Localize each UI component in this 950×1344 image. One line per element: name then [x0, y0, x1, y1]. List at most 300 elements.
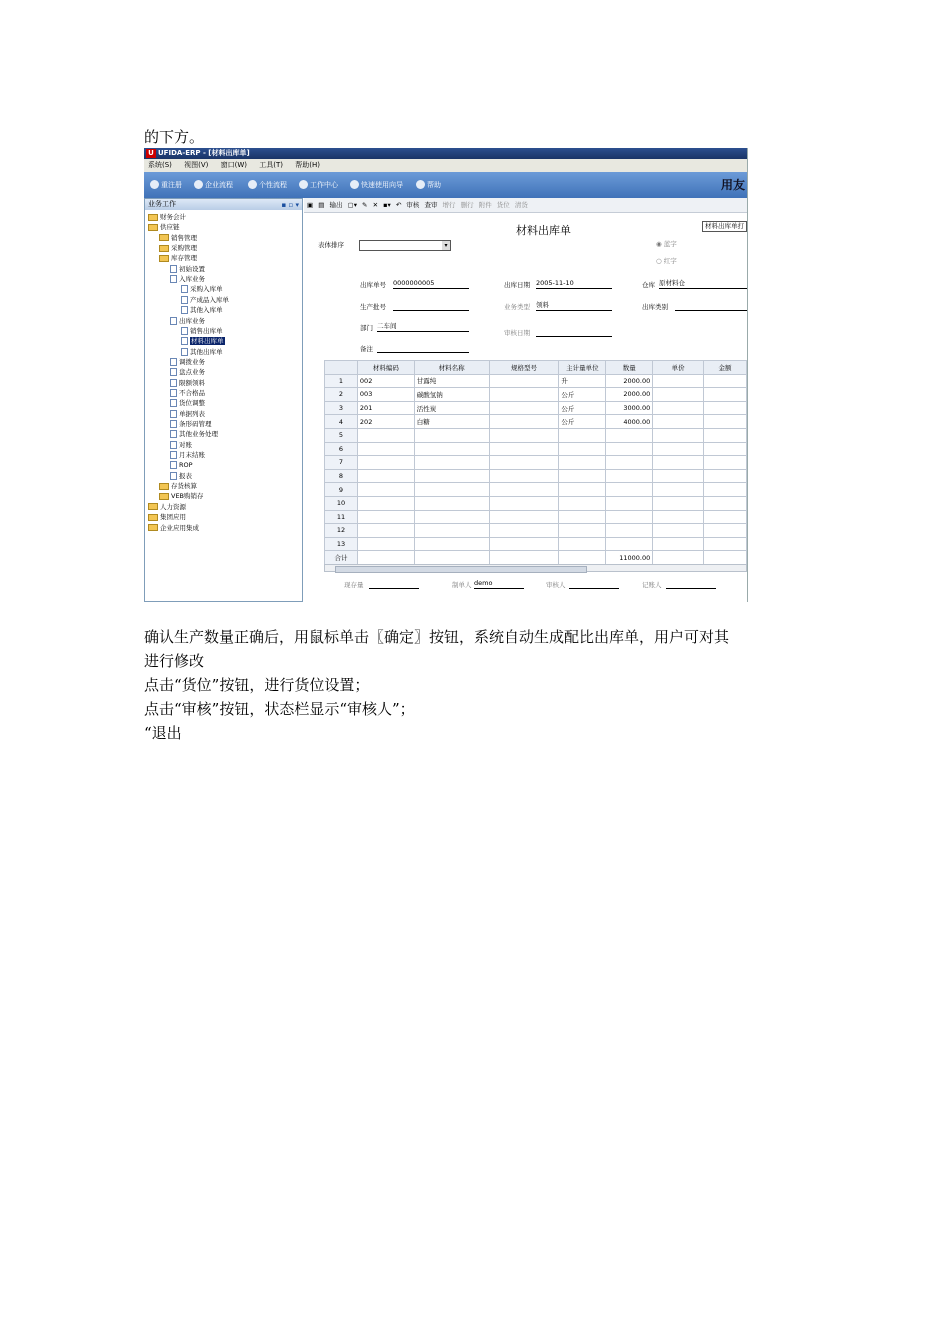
document-icon [181, 348, 188, 356]
table-row[interactable] [325, 469, 747, 483]
stock-label: 现存量 [344, 581, 364, 589]
preview-icon[interactable]: ▤ [318, 201, 325, 209]
cell-spec[interactable] [489, 456, 559, 470]
total-cell-code [357, 551, 414, 565]
red-word-radio[interactable]: ○ 红字 [656, 257, 677, 265]
col-header-amount[interactable]: 金额 [704, 361, 747, 375]
form-toolbar [304, 198, 747, 213]
tree-item[interactable] [170, 274, 205, 284]
tree-item[interactable] [181, 284, 223, 294]
edit-icon[interactable]: ✎ [362, 201, 368, 209]
main-toolbar [144, 172, 747, 198]
work-center-button[interactable]: 工作中心 [299, 180, 338, 190]
cell-unit-price[interactable] [653, 537, 704, 551]
cell-material-code[interactable] [357, 524, 414, 538]
outbound-date-field[interactable]: 2005-11-10 [536, 278, 612, 289]
attachment-button[interactable]: 附件 [478, 201, 492, 209]
folder-icon [148, 503, 158, 510]
doc-para3: 点击“审核”按钮，状态栏显示“审核人”； [144, 700, 415, 718]
cell-quantity[interactable] [606, 456, 653, 470]
clear-goods-button[interactable]: 清货 [514, 201, 528, 209]
navigation-pane [144, 198, 303, 602]
stock-field [369, 578, 419, 589]
document-icon [181, 337, 188, 345]
table-row[interactable] [325, 401, 747, 415]
cell-amount[interactable] [704, 483, 747, 497]
cell-unit[interactable] [559, 496, 606, 510]
cell-material-name[interactable] [414, 442, 489, 456]
cell-quantity[interactable] [606, 524, 653, 538]
maker-field: demo [474, 578, 524, 589]
cell-amount[interactable] [704, 442, 747, 456]
cell-unit-price[interactable] [653, 496, 704, 510]
note-label: 备注 [360, 345, 373, 353]
tree-item-label: 库存管理 [171, 254, 197, 263]
cell-material-name[interactable]: 碳酸氢钠 [414, 388, 489, 402]
tree-item-label: VEB购销存 [171, 492, 204, 501]
quick-guide-icon [350, 180, 359, 189]
cell-unit[interactable]: 公斤 [559, 415, 606, 429]
tree-item[interactable] [170, 357, 205, 367]
department-field[interactable]: 二车间 [377, 321, 469, 332]
cell-unit[interactable]: 公斤 [559, 401, 606, 415]
tree-item-label: 货位调整 [179, 399, 205, 408]
tree-item[interactable] [170, 398, 205, 408]
cell-quantity[interactable]: 3000.00 [606, 401, 653, 415]
menu-help[interactable]: 帮助(H) [295, 161, 320, 169]
nav-pane-header: 业务工作 ▪ ▫ ▾ [145, 199, 302, 210]
cell-unit-price[interactable] [653, 442, 704, 456]
tree-item-label: 初始设置 [179, 264, 205, 273]
cell-material-name[interactable] [414, 469, 489, 483]
total-cell-spec [489, 551, 559, 565]
cell-spec[interactable] [489, 415, 559, 429]
cell-material-code[interactable]: 201 [357, 401, 414, 415]
delete-row-button[interactable]: 删行 [460, 201, 474, 209]
cell-unit[interactable]: 公斤 [559, 388, 606, 402]
table-row[interactable] [325, 415, 747, 429]
cell-material-name[interactable] [414, 483, 489, 497]
tree-item[interactable] [181, 326, 223, 336]
tree-item[interactable] [170, 316, 205, 326]
tree-item[interactable] [159, 233, 197, 243]
form-title: 材料出库单 [516, 224, 571, 237]
cell-amount[interactable] [704, 524, 747, 538]
grid-horizontal-scrollbar[interactable] [324, 564, 747, 572]
table-row[interactable] [325, 496, 747, 510]
cell-spec[interactable] [489, 374, 559, 388]
tree-item-label: ROP [179, 461, 193, 470]
cell-quantity[interactable] [606, 428, 653, 442]
cell-unit[interactable] [559, 537, 606, 551]
folder-icon [159, 234, 169, 241]
tree-item-label: 其他业务处理 [179, 430, 218, 439]
cell-material-name[interactable]: 甘露纯 [414, 374, 489, 388]
cell-quantity[interactable] [606, 496, 653, 510]
cell-spec[interactable] [489, 510, 559, 524]
delete-icon[interactable]: ✕ [372, 201, 379, 209]
add-icon[interactable]: ▢▾ [347, 201, 357, 209]
enterprise-flow-icon [194, 180, 203, 189]
cell-row-index: 1 [325, 374, 358, 388]
print-template-select[interactable]: 材料出库单打 [702, 221, 747, 232]
table-row[interactable] [325, 537, 747, 551]
cell-spec[interactable] [489, 428, 559, 442]
cell-material-name[interactable] [414, 510, 489, 524]
tree-item-label: 集团应用 [160, 513, 186, 522]
document-icon [170, 358, 177, 366]
add-row-button[interactable]: 增行 [442, 201, 456, 209]
document-icon [170, 275, 177, 283]
sort-select[interactable] [359, 240, 451, 251]
cell-spec[interactable] [489, 483, 559, 497]
tree-item-label: 出库业务 [179, 316, 205, 325]
folder-icon [148, 514, 158, 521]
tree-item[interactable] [159, 481, 197, 491]
cell-amount[interactable] [704, 428, 747, 442]
col-header-unit[interactable]: 主计量单位 [559, 361, 606, 375]
tree-item-label: 财务会计 [160, 213, 186, 221]
cell-unit[interactable] [559, 524, 606, 538]
doc-para1-line1: 确认生产数量正确后，用鼠标单击〖确定〗按钮，系统自动生成配比出库单，用户可对其 [144, 628, 730, 646]
note-field[interactable] [377, 342, 469, 353]
cell-unit[interactable]: 升 [559, 374, 606, 388]
total-cell-amount [704, 551, 747, 565]
folder-icon [148, 224, 158, 231]
tree-item[interactable] [148, 222, 180, 232]
tree-item[interactable] [170, 471, 192, 481]
auditor-field [569, 578, 619, 589]
audit-date-field[interactable] [536, 326, 612, 337]
cell-material-name[interactable] [414, 537, 489, 551]
document-icon [170, 461, 177, 469]
cell-quantity[interactable] [606, 537, 653, 551]
document-icon [170, 410, 177, 418]
cell-material-code[interactable] [357, 442, 414, 456]
col-header-code[interactable]: 材料编码 [357, 361, 414, 375]
cell-spec[interactable] [489, 496, 559, 510]
tree-item-label: 供应链 [160, 223, 180, 232]
table-row[interactable] [325, 388, 747, 402]
brand-logo: 用友 [720, 178, 745, 192]
warehouse-label: 仓库 [642, 281, 655, 289]
print-icon[interactable]: ▣ [307, 201, 314, 209]
document-icon [170, 368, 177, 376]
tree-item[interactable] [170, 378, 205, 388]
erp-screenshot [144, 148, 748, 602]
biz-type-field[interactable]: 领料 [536, 300, 612, 311]
cell-amount[interactable] [704, 388, 747, 402]
cell-quantity[interactable]: 4000.00 [606, 415, 653, 429]
cell-amount[interactable] [704, 469, 747, 483]
cell-row-index: 6 [325, 442, 358, 456]
cell-unit[interactable] [559, 510, 606, 524]
cell-material-code[interactable] [357, 428, 414, 442]
sort-label: 表体排序 [318, 241, 344, 249]
tree-item-label: 报表 [179, 471, 192, 480]
cell-row-index: 8 [325, 469, 358, 483]
cell-unit-price[interactable] [653, 483, 704, 497]
cell-row-index: 10 [325, 496, 358, 510]
total-cell-price [653, 551, 704, 565]
tree-item-label: 销售管理 [171, 233, 197, 242]
menu-system[interactable]: 系统(S) [148, 161, 172, 169]
document-icon [170, 317, 177, 325]
query-audit-button[interactable]: 查审 [424, 201, 438, 209]
cell-unit-price[interactable] [653, 388, 704, 402]
doc-intro: 的下方。 [144, 128, 205, 146]
cell-unit[interactable] [559, 456, 606, 470]
cell-amount[interactable] [704, 374, 747, 388]
cell-row-index: 2 [325, 388, 358, 402]
cell-row-index: 3 [325, 401, 358, 415]
table-row[interactable] [325, 428, 747, 442]
cell-amount[interactable] [704, 456, 747, 470]
document-icon [170, 389, 177, 397]
tree-item[interactable] [181, 295, 229, 305]
tree-item[interactable] [181, 336, 225, 346]
help-button[interactable]: 帮助 [416, 180, 441, 190]
cell-material-code[interactable]: 202 [357, 415, 414, 429]
detail-grid [324, 360, 747, 565]
tree-item[interactable] [159, 253, 197, 263]
personal-flow-button[interactable]: 个性流程 [248, 180, 287, 190]
col-header-qty[interactable]: 数量 [606, 361, 653, 375]
cell-row-index: 9 [325, 483, 358, 497]
cell-spec[interactable] [489, 442, 559, 456]
outbound-category-field[interactable] [675, 300, 747, 311]
tree-item[interactable] [159, 491, 204, 501]
folder-icon [148, 214, 158, 221]
col-header-price[interactable]: 单价 [653, 361, 704, 375]
cell-row-index: 4 [325, 415, 358, 429]
menu-bar [144, 159, 747, 172]
cell-quantity[interactable] [606, 483, 653, 497]
table-row[interactable] [325, 524, 747, 538]
blue-word-radio[interactable]: ◉ 蓝字 [656, 240, 677, 248]
cell-spec[interactable] [489, 524, 559, 538]
tree-item[interactable] [181, 305, 223, 315]
table-row[interactable] [325, 442, 747, 456]
table-row[interactable] [325, 374, 747, 388]
tree-item-label: 材料出库单 [191, 337, 224, 346]
cell-quantity[interactable] [606, 510, 653, 524]
tree-item-label: 采购管理 [171, 244, 197, 253]
dropdown-arrow-icon: ▾ [442, 241, 450, 250]
total-cell-name [414, 551, 489, 565]
cell-material-code[interactable]: 003 [357, 388, 414, 402]
tree-item-label: 不合格品 [179, 388, 205, 397]
doc-para4: “退出 [144, 724, 182, 742]
undo-icon[interactable]: ↶ [395, 201, 402, 209]
document-icon [181, 285, 188, 293]
cell-spec[interactable] [489, 388, 559, 402]
outbound-date-label: 出库日期 [504, 281, 530, 289]
document-icon [170, 441, 177, 449]
tree-item[interactable] [170, 264, 205, 274]
menu-window[interactable]: 窗口(W) [220, 161, 248, 169]
table-row[interactable] [325, 510, 747, 524]
tree-item[interactable] [181, 347, 223, 357]
menu-view[interactable]: 视图(V) [184, 161, 209, 169]
cell-unit-price[interactable] [653, 510, 704, 524]
document-icon [170, 399, 177, 407]
cell-material-name[interactable] [414, 524, 489, 538]
tree-item[interactable] [170, 409, 205, 419]
document-icon [181, 296, 188, 304]
cell-row-index: 13 [325, 537, 358, 551]
tree-item[interactable] [170, 429, 218, 439]
cell-unit-price[interactable] [653, 415, 704, 429]
help-icon [416, 180, 425, 189]
total-qty: 11000.00 [606, 551, 653, 565]
cell-unit[interactable] [559, 428, 606, 442]
quick-guide-button[interactable]: 快速使用向导 [350, 180, 403, 190]
menu-tools[interactable]: 工具(T) [259, 161, 284, 169]
cell-amount[interactable] [704, 537, 747, 551]
document-icon [170, 430, 177, 438]
tree-item-label: 调拨业务 [179, 357, 205, 366]
re-register-button[interactable]: 重注册 [150, 180, 182, 190]
outbound-category-label: 出库类别 [642, 303, 668, 311]
tree-item-label: 月末结账 [179, 451, 205, 460]
folder-icon [159, 255, 169, 262]
document-icon [170, 451, 177, 459]
cell-unit[interactable] [559, 469, 606, 483]
cell-quantity[interactable]: 2000.00 [606, 388, 653, 402]
folder-icon [148, 524, 158, 531]
document-icon [170, 379, 177, 387]
tree-item[interactable] [148, 512, 186, 522]
cell-material-name[interactable] [414, 456, 489, 470]
tree-item-label: 人力资源 [160, 502, 186, 511]
cell-unit-price[interactable] [653, 374, 704, 388]
cell-amount[interactable] [704, 415, 747, 429]
col-header-index [325, 361, 358, 375]
folder-icon [159, 493, 169, 500]
folder-icon [159, 245, 169, 252]
cell-unit-price[interactable] [653, 428, 704, 442]
location-button[interactable]: 货位 [496, 201, 510, 209]
poster-field [666, 578, 716, 589]
tree-item[interactable] [148, 502, 186, 512]
doc-para2: 点击“货位”按钮，进行货位设置； [144, 676, 370, 694]
cell-material-code[interactable] [357, 483, 414, 497]
tree-item-label: 存货核算 [171, 482, 197, 491]
cell-unit[interactable] [559, 483, 606, 497]
cell-material-code[interactable] [357, 510, 414, 524]
cell-material-code[interactable] [357, 496, 414, 510]
cell-amount[interactable] [704, 496, 747, 510]
cell-spec[interactable] [489, 401, 559, 415]
total-label: 合计 [325, 551, 358, 565]
document-icon [170, 472, 177, 480]
batch-no-label: 生产批号 [360, 303, 386, 311]
cell-unit-price[interactable] [653, 401, 704, 415]
cell-quantity[interactable] [606, 442, 653, 456]
cell-material-code[interactable] [357, 456, 414, 470]
tree-item-label: 入库业务 [179, 275, 205, 284]
outbound-no-field[interactable]: 0000000005 [393, 278, 469, 289]
cell-spec[interactable] [489, 537, 559, 551]
cell-material-name[interactable]: 白糖 [414, 415, 489, 429]
tree-item-label: 盘点业务 [179, 368, 205, 377]
export-button[interactable]: 输出 [329, 201, 343, 209]
material-outbound-form [304, 213, 747, 602]
scrollbar-thumb[interactable] [335, 566, 587, 573]
cell-unit[interactable] [559, 442, 606, 456]
enterprise-flow-button[interactable]: 企业流程 [194, 180, 233, 190]
folder-icon [159, 483, 169, 490]
work-center-icon [299, 180, 308, 189]
grid-total-row [325, 551, 747, 565]
window-titlebar [144, 148, 747, 159]
table-row[interactable] [325, 483, 747, 497]
tree-item[interactable] [170, 440, 192, 450]
cell-row-index: 12 [325, 524, 358, 538]
tree-item[interactable] [170, 388, 205, 398]
grid-header-row [325, 361, 747, 375]
document-icon [170, 265, 177, 273]
tree-item[interactable] [170, 367, 205, 377]
cell-row-index: 5 [325, 428, 358, 442]
cell-amount[interactable] [704, 510, 747, 524]
batch-no-field[interactable] [393, 300, 469, 311]
col-header-name[interactable]: 材料名称 [414, 361, 489, 375]
col-header-spec[interactable]: 规格型号 [489, 361, 559, 375]
re-register-icon [150, 180, 159, 189]
tree-item-label: 条形码管理 [179, 420, 212, 428]
nav-pane-tools-icon[interactable]: ▪ ▫ ▾ [281, 201, 299, 209]
warehouse-field[interactable]: 原材料仓 [659, 278, 747, 289]
cell-amount[interactable] [704, 401, 747, 415]
poster-label: 记账人 [642, 581, 662, 589]
tree-item[interactable] [170, 419, 212, 429]
tree-item[interactable] [170, 450, 205, 460]
cell-material-name[interactable] [414, 496, 489, 510]
tree-item[interactable] [159, 243, 197, 253]
save-icon[interactable]: ▪▾ [383, 201, 391, 209]
cell-row-index: 11 [325, 510, 358, 524]
doc-para1-line2: 进行修改 [144, 652, 205, 670]
cell-material-code[interactable] [357, 537, 414, 551]
cell-quantity[interactable]: 2000.00 [606, 374, 653, 388]
cell-material-name[interactable]: 活性炭 [414, 401, 489, 415]
cell-row-index: 7 [325, 456, 358, 470]
tree-item-label: 其他入库单 [190, 306, 223, 315]
tree-item-label: 单据列表 [179, 409, 205, 418]
biz-type-label: 业务类型 [504, 303, 530, 311]
cell-spec[interactable] [489, 469, 559, 483]
audit-button[interactable]: 审核 [406, 201, 420, 209]
tree-item[interactable] [148, 523, 199, 533]
tree-item-label: 企业应用集成 [160, 523, 199, 532]
cell-material-name[interactable] [414, 428, 489, 442]
window-title: UFIDA-ERP - [材料出库单] [158, 149, 250, 157]
cell-material-code[interactable] [357, 469, 414, 483]
tree-item[interactable] [170, 460, 193, 470]
cell-unit-price[interactable] [653, 469, 704, 483]
cell-quantity[interactable] [606, 469, 653, 483]
cell-unit-price[interactable] [653, 456, 704, 470]
document-icon [181, 327, 188, 335]
tree-item-label: 销售出库单 [190, 326, 223, 335]
auditor-label: 审核人 [546, 581, 566, 589]
table-row[interactable] [325, 456, 747, 470]
cell-material-code[interactable]: 002 [357, 374, 414, 388]
tree-item[interactable] [148, 212, 186, 222]
cell-unit-price[interactable] [653, 524, 704, 538]
